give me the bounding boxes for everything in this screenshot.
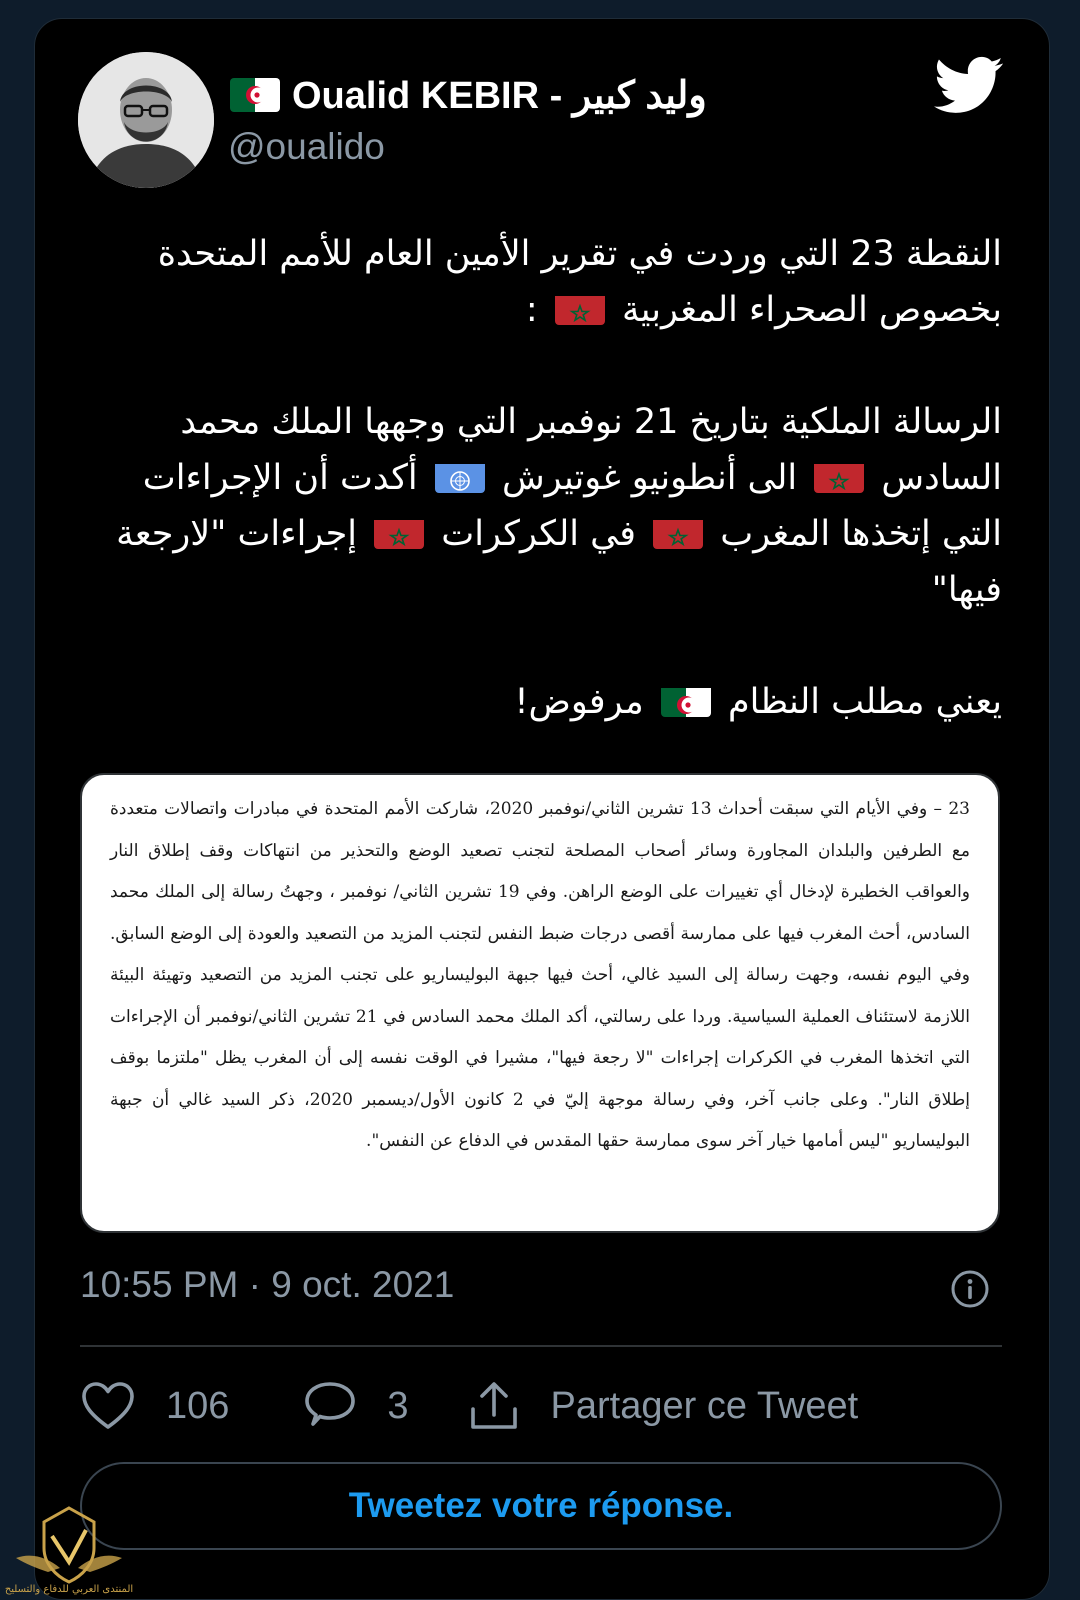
algeria-flag-icon <box>230 78 280 112</box>
author-name[interactable]: Oualid KEBIR - وليد كبير <box>292 74 707 117</box>
tweet-text <box>110 226 1002 730</box>
author-name-row[interactable] <box>230 66 707 124</box>
morocco-flag-icon <box>374 515 424 549</box>
tweet-text-segment: الرسالة الملكية بتاريخ 21 نوفمبر التي وجهها الملك محمد السادس <box>180 402 1002 498</box>
morocco-flag-icon <box>653 515 703 549</box>
tweet-text-segment: النقطة 23 التي وردت في تقرير الأمين العام للأمم المتحدة <box>157 234 1002 274</box>
algeria-flag-icon <box>661 683 711 717</box>
tweet-text-segment: إجراءات "لارجعة فيها" <box>116 514 1002 610</box>
avatar[interactable] <box>78 52 214 188</box>
heart-icon <box>80 1380 136 1432</box>
tweet-timestamp[interactable]: 10:55 PM · 9 oct. 2021 <box>80 1264 455 1305</box>
tweet-text-segment: في الكركرات <box>441 514 637 554</box>
tweet-text-segment: يعني مطلب النظام <box>727 682 1002 722</box>
watermark-text: المنتدى العربي للدفاع والتسليح <box>4 1584 134 1595</box>
reply-action[interactable] <box>303 1380 408 1432</box>
tweet-actions <box>80 1376 858 1436</box>
reply-button[interactable]: Tweetez votre réponse. <box>80 1462 1002 1550</box>
info-icon[interactable] <box>950 1269 990 1309</box>
forum-logo <box>8 1500 130 1596</box>
document-paragraph: 23 – وفي الأيام التي سبقت أحداث 13 تشرين الثاني/نوفمبر 2020، شاركت الأمم المتحدة في مبادرات واتصالات متعددة مع الطرفين والبلدان المجاورة وسائر أصحاب المصلحة لتجنب تصعيد الوضع والتحذير من انتهاكات وقف إطلاق النار والعواقب الخطيرة لإدخال أي تغييرات على الوضع الراهن. وفي 19 تشرين الثاني/ نوفمبر ، وجهتُ رسالة إلى الملك محمد السادس، أحث المغرب فيها على ممارسة أقصى درجات ضبط النفس لتجنب المزيد من التصعيد والعودة إلى الوضع السابق. وفي اليوم نفسه، وجهت رسالة إلى السيد غالي، أحث فيها جبهة البوليساريو على تجنب المزيد من التصعيد وتهيئة البيئة اللازمة لاستئناف العملية السياسية. وردا على رسالتي، أكد الملك محمد السادس في 21 تشرين الثاني/نوفمبر أن الإجراءات التي اتخذها المغرب في الكركرات إجراءات "لا رجعة فيها"، مشيرا في الوقت نفسه إلى أن المغرب يظل "ملتزما بوقف إطلاق النار". وعلى جانب آخر، وفي رسالة موجهة إليّ في 2 كانون الأول/ديسمبر 2020، ذكر السيد غالي أن جبهة البوليساريو "ليس أمامها خيار آخر سوى ممارسة حقها المقدس في الدفاع عن النفس". <box>110 799 971 1151</box>
share-button[interactable] <box>467 1379 859 1433</box>
author-handle[interactable]: @oualido <box>228 126 385 167</box>
morocco-flag-icon <box>555 291 605 325</box>
tweet-text-segment: أكدت أن الإجراءات التي إتخذها المغرب <box>142 458 1002 554</box>
tweet-text-segment: الى أنطونيو غوتيرش <box>501 458 798 498</box>
tweet-text-segment: مرفوض! <box>514 682 644 722</box>
tweet-paragraph <box>110 394 1002 618</box>
attached-image[interactable] <box>80 773 1000 1233</box>
share-icon <box>467 1379 521 1433</box>
like-count: 106 <box>166 1384 230 1427</box>
reply-count: 3 <box>387 1384 409 1427</box>
morocco-flag-icon <box>814 459 864 493</box>
divider <box>80 1345 1002 1347</box>
twitter-bird-icon <box>934 56 1004 116</box>
share-label: Partager ce Tweet <box>550 1384 859 1427</box>
tweet-paragraph <box>110 674 1002 730</box>
tweet-paragraph <box>110 226 1002 338</box>
united-nations-flag-icon <box>435 459 485 493</box>
tweet-text-segment: بخصوص الصحراء المغربية <box>621 290 1002 330</box>
tweet-text-segment: : <box>525 290 538 330</box>
comment-icon <box>303 1380 357 1432</box>
like-button[interactable] <box>80 1380 229 1432</box>
